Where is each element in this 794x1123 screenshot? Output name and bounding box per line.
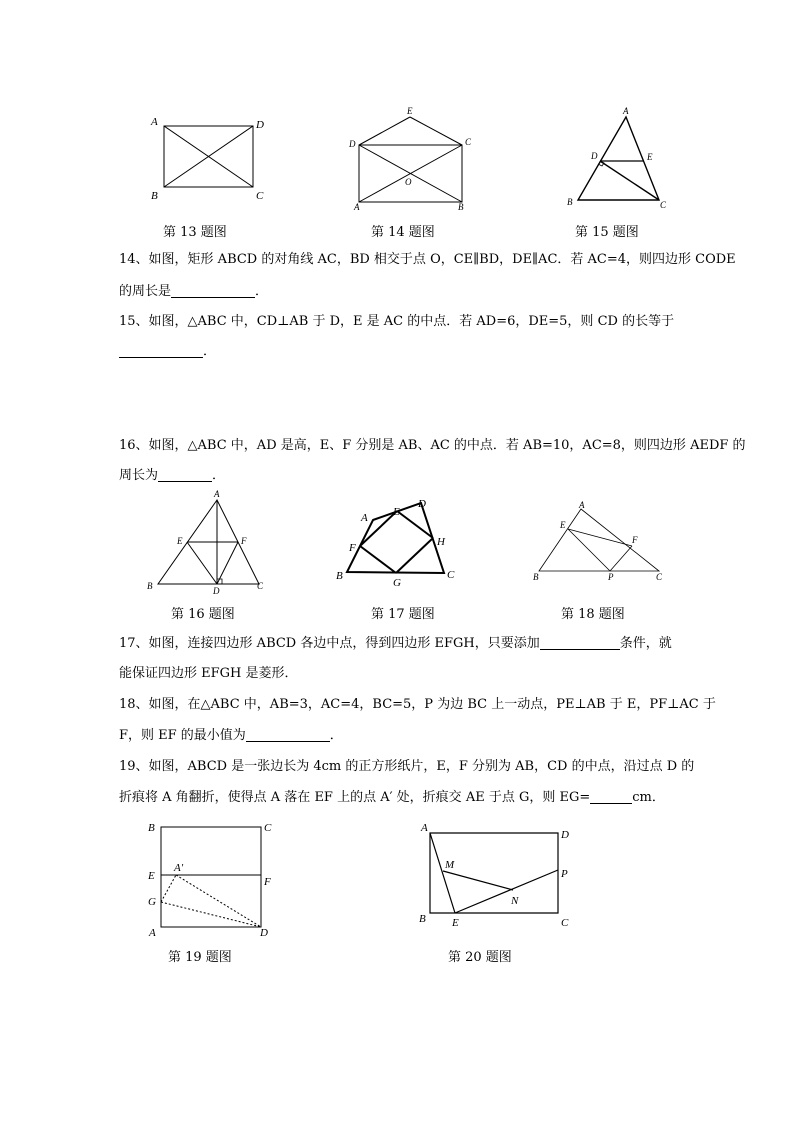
point-label: C [465, 137, 472, 147]
point-label: G [393, 577, 401, 589]
point-label: D [349, 139, 356, 149]
point-label: C [447, 569, 455, 581]
question-text: 的周长是 [119, 284, 172, 299]
question-19-line-1: 19、如图，ABCD 是一张边长为 4cm 的正方形纸片，E，F 分别为 AB，CD 的中点，沿过点 D 的 [119, 759, 695, 774]
question-text: F，则 EF 的最小值为 [119, 728, 246, 743]
question-text: ． [203, 344, 217, 359]
point-label: E [407, 106, 413, 116]
point-label: E [452, 917, 459, 929]
figure-19 [143, 815, 283, 940]
point-label: A [214, 489, 220, 499]
point-label: P [561, 868, 568, 880]
point-label: A [579, 500, 585, 510]
point-label: C [256, 190, 264, 202]
point-label: E [560, 520, 566, 530]
question-text: 折痕将 A 角翻折，使得点 A 落在 EF 上的点 A′ 处，折痕交 AE 于点 G，则 EG= [119, 790, 591, 805]
point-label: D [256, 119, 264, 131]
question-text: 17、如图，连接四边形 ABCD 各边中点，得到四边形 EFGH，只要添加 [119, 636, 540, 651]
point-label: D [418, 498, 426, 510]
point-label: A [354, 202, 360, 212]
figure-caption: 第 15 题图 [575, 225, 639, 240]
figure-caption: 第 18 题图 [561, 607, 625, 622]
question-14-line-2 [119, 283, 268, 301]
answer-blank[interactable] [540, 636, 620, 650]
question-17-line-2: 能保证四边形 EFGH 是菱形． [119, 666, 298, 681]
point-label: O [405, 177, 412, 187]
figure-16 [143, 488, 273, 598]
point-label: C [660, 200, 667, 210]
point-label: A [361, 512, 368, 524]
point-label: D [591, 151, 598, 161]
point-label: B [419, 913, 426, 925]
figure-caption: 第 19 题图 [168, 950, 232, 965]
question-17-line-1 [119, 635, 672, 653]
point-label: D [213, 586, 220, 596]
question-text: 周长为 [119, 468, 159, 483]
point-label: F [349, 542, 356, 554]
point-label: E [177, 536, 183, 546]
question-text: 条件，就 [619, 636, 672, 651]
figure-14 [345, 104, 475, 214]
point-label: G [148, 896, 156, 908]
point-label: D [561, 829, 569, 841]
point-label: M [445, 859, 455, 871]
point-label: H [437, 536, 445, 548]
point-label: B [567, 197, 573, 207]
question-18-line-2 [119, 727, 343, 745]
point-label: E [393, 506, 400, 518]
question-text: cm． [632, 790, 665, 805]
figure-caption: 第 13 题图 [163, 225, 227, 240]
question-text: ． [212, 468, 226, 483]
point-label: P [608, 572, 614, 582]
figure-20 [415, 818, 580, 933]
figure-caption: 第 17 题图 [371, 607, 435, 622]
point-label: C [264, 822, 272, 834]
question-16-line-1: 16、如图，△ABC 中，AD 是高，E、F 分别是 AB、AC 的中点．若 AB=10，AC=8，则四边形 AEDF 的 [119, 438, 746, 453]
point-label: A [151, 116, 158, 128]
figure-18 [528, 500, 673, 585]
point-label: B [147, 581, 153, 591]
question-18-line-1: 18、如图，在△ABC 中，AB=3，AC=4，BC=5，P 为边 BC 上一动点，PE⊥AB 于 E，PF⊥AC 于 [119, 697, 716, 712]
point-label: A′ [174, 862, 184, 874]
point-label: D [260, 927, 268, 939]
point-label: F [241, 536, 247, 546]
point-label: E [148, 870, 155, 882]
point-label: C [257, 581, 264, 591]
answer-blank[interactable] [119, 344, 203, 358]
question-15-line-1: 15、如图，△ABC 中，CD⊥AB 于 D，E 是 AC 的中点．若 AD=6，DE=5，则 CD 的长等于 [119, 314, 675, 329]
question-text: ． [329, 728, 343, 743]
point-label: N [511, 895, 519, 907]
question-14-line-1: 14、如图，矩形 ABCD 的对角线 AC，BD 相交于点 O，CE∥BD，DE∥AC．若 AC=4，则四边形 CODE [119, 252, 736, 267]
point-label: A [623, 106, 629, 116]
figure-13 [148, 112, 268, 204]
point-label: A [421, 822, 428, 834]
point-label: F [264, 876, 271, 888]
question-19-line-2 [119, 789, 665, 807]
point-label: C [656, 572, 663, 582]
question-16-line-2 [119, 467, 225, 485]
point-label: A [149, 927, 156, 939]
answer-blank[interactable] [158, 468, 212, 482]
point-label: E [647, 152, 653, 162]
figure-15 [560, 104, 675, 212]
point-label: C [561, 917, 569, 929]
point-label: B [336, 570, 343, 582]
answer-blank[interactable] [590, 790, 632, 804]
point-label: B [533, 572, 539, 582]
figure-17 [330, 493, 465, 593]
point-label: B [148, 822, 155, 834]
answer-blank[interactable] [246, 728, 330, 742]
answer-blank[interactable] [171, 284, 255, 298]
question-text: ． [255, 284, 269, 299]
point-label: B [458, 202, 464, 212]
figure-caption: 第 20 题图 [448, 950, 512, 965]
figure-caption: 第 14 题图 [371, 225, 435, 240]
question-15-line-2 [119, 343, 216, 361]
point-label: B [151, 190, 158, 202]
figure-caption: 第 16 题图 [171, 607, 235, 622]
point-label: F [632, 535, 638, 545]
